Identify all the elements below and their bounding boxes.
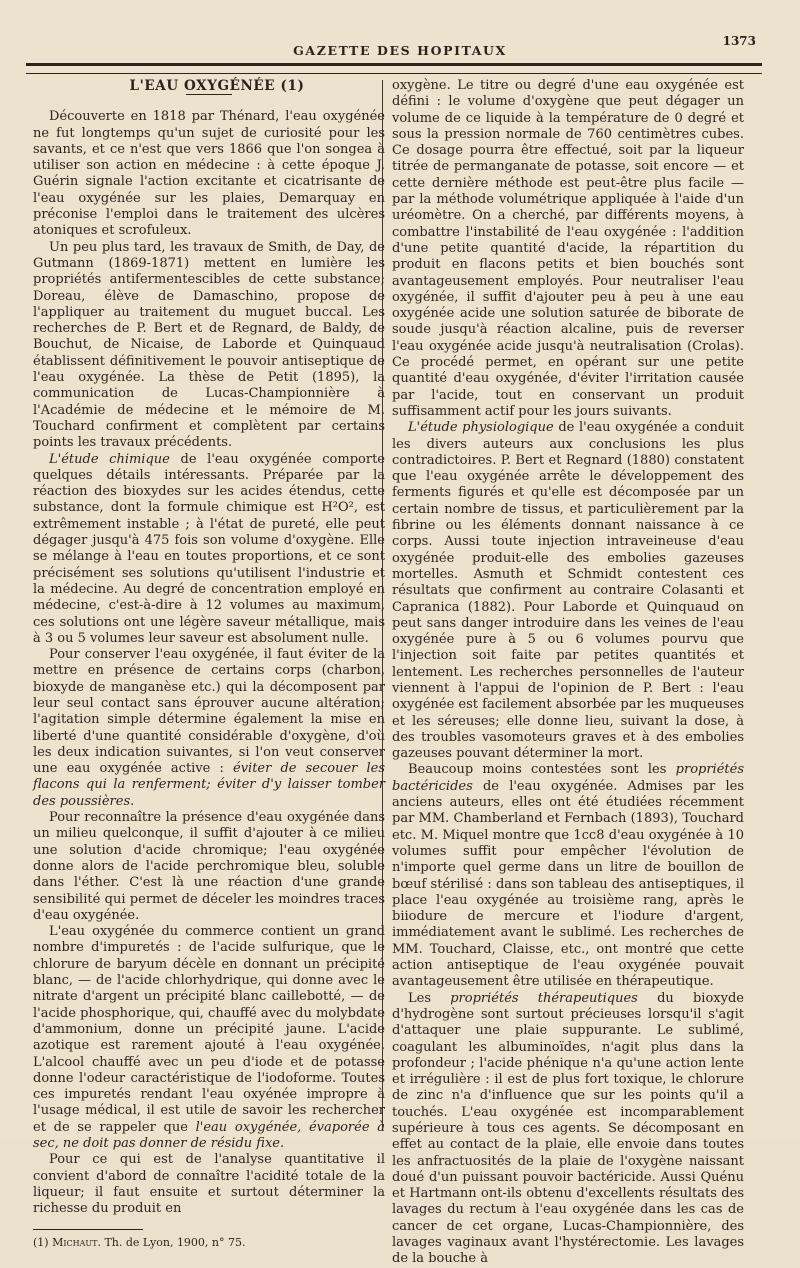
- right-column: [392, 78, 744, 1268]
- paragraph: Pour conserver l'eau oxygénée, il faut éviter de la mettre en présence de certains corps (charbon, bioxyde de manganèse etc.) qui la décomposent par leur seul contact sans éprouver aucune altération; l'agitation simple détermine également la mise en liberté d'une quantité considérable d'oxygène, d'où les deux indication suivantes, si l'on veut conserver une eau oxygénée active : éviter de secouer les flacons qui la renferment; éviter d'y laisser tomber des poussières.: [33, 647, 385, 809]
- paragraph: L'eau oxygénée du commerce contient un grand nombre d'impuretés : de l'acide sulfurique, que le chlorure de baryum décèle en donnant un précipité blanc, — de l'acide chlorhydrique, qui donne avec le nitrate d'argent un précipité blanc caillebotté, — de l'acide phosphorique, qui, chauffé avec du molybdate d'ammonium, donne un précipité jaune. L'acide azotique est rarement ajouté à l'eau oxygénée. L'alcool chauffé avec un peu d'iode et de potasse donne l'odeur caractéristique de l'iodoforme. Toutes ces impuretés rendant l'eau oxyénée impropre à l'usage médical, il est utile de savoir les rechercher et de se rappeler que l'eau oxygénée, évaporée à sec, ne doit pas donner de résidu fixe.: [33, 924, 385, 1151]
- left-column: [33, 78, 385, 1250]
- paragraph: L'étude physiologique de l'eau oxygénée a conduit les divers auteurs aux conclusions les plus contradictoires. P. Bert et Regnard (1880) constatent que l'eau oxygénée arrête le développement des ferments figurés et qu'elle est décomposée par un certain nombre de tissus, et particulièrement par la fibrine ou les éléments donnant naissance à ce corps. Aussi toute injection intraveineuse d'eau oxygénée produit-elle des embolies gazeuses mortelles. Asmuth et Schmidt contestent ces résultats que confirment au contraire Colasanti et Capranica (1882). Pour Laborde et Quinquaud on peut sans danger introduire dans les veines de l'eau oxygénée pure à 5 ou 6 volumes pourvu que l'injection soit faite par petites quantités et lentement. Les recherches personnelles de l'auteur viennent à l'appui de l'opinion de P. Bert : l'eau oxygénée est facilement absorbée par les muqueuses et les séreuses; elle donne lieu, suivant la dose, à des troubles vasomoteurs graves et à des embolies gazeuses pouvant déterminer la mort.: [392, 420, 744, 762]
- section-lead: L'étude physiologique: [408, 420, 554, 436]
- header-rule-thin: [26, 73, 762, 74]
- section-lead: propriétés bactéricides: [392, 762, 744, 794]
- footnote-rule: [33, 1229, 143, 1230]
- paragraph: Pour ce qui est de l'analyse quantitative il convient d'abord de connaître l'acidité totale de la liqueur; il faut ensuite et surtout déterminer la richesse du produit en: [33, 1152, 385, 1217]
- italic-rule: l'eau oxygénée, évaporée à sec, ne doit pas donner de résidu fixe.: [33, 1119, 385, 1151]
- page-number: 1373: [722, 34, 756, 48]
- header-rule-thick: [26, 63, 762, 66]
- paragraph: Beaucoup moins contestées sont les propriétés bactéricides de l'eau oxygénée. Admises par les anciens auteurs, elles ont été étudiées récemment par MM. Chamberland et Fernbach (1893), Touchard etc. M. Miquel montre que 1cc8 d'eau oxygénée à 10 volumes suffit pour empêcher l'évolution de n'importe quel germe dans un litre de bouillon de bœuf stérilisé : dans son tableau des antiseptiques, il place l'eau oxygénée au troisième rang, après le biiodure de mercure et l'iodure d'argent, immédiatement avant le sublimé. Les recherches de MM. Touchard, Claisse, etc., ont montré que cette action antiseptique de l'eau oxygénée pouvait avantageusement être utilisée en thérapeutique.: [392, 762, 744, 990]
- section-lead: propriétés thérapeutiques: [450, 990, 638, 1006]
- paragraph: Un peu plus tard, les travaux de Smith, de Day, de Gutmann (1869-1871) mettent en lumière les propriétés antifermentescibles de cette substance; Doreau, élève de Damaschino, propose de l'appliquer au traitement du muguet buccal. Les recherches de P. Bert et de Regnard, de Baldy, de Bouchut, de Nicaise, de Laborde et Quinquaud établissent définitivement le pouvoir antiseptique de l'eau oxygénée. La thèse de Petit (1895), la communication de Lucas-Championnière à l'Académie de médecine et le mémoire de M. Touchard confirment et complètent par certains points les travaux précédents.: [33, 239, 385, 451]
- paragraph: oxygène. Le titre ou degré d'une eau oxygénée est défini : le volume d'oxygène que peut dégager un volume de ce liquide à la température de 0 degré et sous la pression normale de 760 centimètres cubes. Ce dosage pourra être effectué, soit par la liqueur titrée de permanganate de potasse, soit encore — et cette dernière méthode est peut-être plus facile — par la méthode volumétrique appliquée à l'aide d'un uréomètre. On a cherché, par différents moyens, à combattre l'instabilité de l'eau oxygénée : l'addition d'une petite quantité d'acide, la répartition du produit en flacons petits et bien bouchés sont avantageusement employés. Pour neutraliser l'eau oxygénée, il suffit d'ajouter peu à peu à une eau oxygénée acide une solution saturée de biborate de soude jusqu'à réaction alcaline, puis de reverser l'eau oxygénée acide jusqu'à neutralisation (Crolas). Ce procédé permet, en opérant sur une petite quantité d'eau oxygénée, d'éviter l'irritation causée par l'acide, tout en conservant un produit suffisamment actif pour les jours suivants.: [392, 78, 744, 419]
- title-rule: [186, 94, 232, 95]
- paragraph: Les propriétés thérapeutiques du bioxyde d'hydrogène sont surtout précieuses lorsqu'il s'agit d'attaquer une plaie suppurante. Le sublimé, coagulant les albuminoïdes, n'agit plus dans la profondeur ; l'acide phénique n'a qu'une action lente et irrégulière : il est de plus fort toxique, le chlorure de zinc n'a d'influence que sur les points qu'il a touchés. L'eau oxygénée est incomparablement supérieure à tous ces agents. Se décomposant en effet au contact de la plaie, elle envoie dans toutes les anfractuosités de la plaie de l'oxygène naissant doué d'un puissant pouvoir bactéricide. Aussi Quénu et Hartmann ont-ils obtenu d'excellents résultats des lavages du rectum à l'eau oxygénée dans les cas de cancer de cet organe, Lucas-Championnière, des lavages vaginaux avant l'hystérectomie. Les lavages de la bouche à: [392, 990, 744, 1267]
- paragraph: Pour reconnaître la présence d'eau oxygénée dans un milieu quelconque, il suffit d'ajouter à ce milieu une solution d'acide chromique; l'eau oxygénée donne alors de l'acide perchromique bleu, soluble dans l'éther. C'est là une réaction d'une grande sensibilité qui permet de déceler les moindres traces d'eau oxygénée.: [33, 810, 385, 923]
- section-lead: L'étude chimique: [49, 451, 170, 467]
- paragraph: Découverte en 1818 par Thénard, l'eau oxygénée ne fut longtemps qu'un sujet de curiosité pour les savants, et ce n'est que vers 1866 que l'on songea à utiliser son action en médecine : à cette époque J. Guérin signale l'action excitante et cicatrisante de l'eau oxygénée sur les plaies, Demarquay en préconise l'emploi dans le traitement des ulcères atoniques et scrofuleux.: [33, 109, 385, 239]
- journal-title: GAZETTE DES HOPITAUX: [293, 43, 507, 58]
- footnote: (1) Michaut. Th. de Lyon, 1900, n° 75.: [33, 1236, 246, 1250]
- article-title: L'EAU OXYGÉNÉE (1): [129, 78, 305, 94]
- paragraph: L'étude chimique de l'eau oxygénée comporte quelques détails intéressants. Préparée par la réaction des bioxydes sur les acides étendus, cette substance, dont la formule chimique est H²O², est extrêmement instable ; à l'état de pureté, elle peut dégager jusqu'à 475 fois son volume d'oxygène. Elle se mélange à l'eau en toutes proportions, et ce sont précisément ses solutions qu'utilisent l'industrie et la médecine. Au degré de concentration employé en médecine, c'est-à-dire à 12 volumes au maximum, ces solutions ont une légère saveur métallique, mais à 3 ou 5 volumes leur saveur est absolument nulle.: [33, 451, 385, 646]
- italic-advice: éviter de secouer les flacons qui la renferment; éviter d'y laisser tomber des poussières.: [33, 761, 385, 809]
